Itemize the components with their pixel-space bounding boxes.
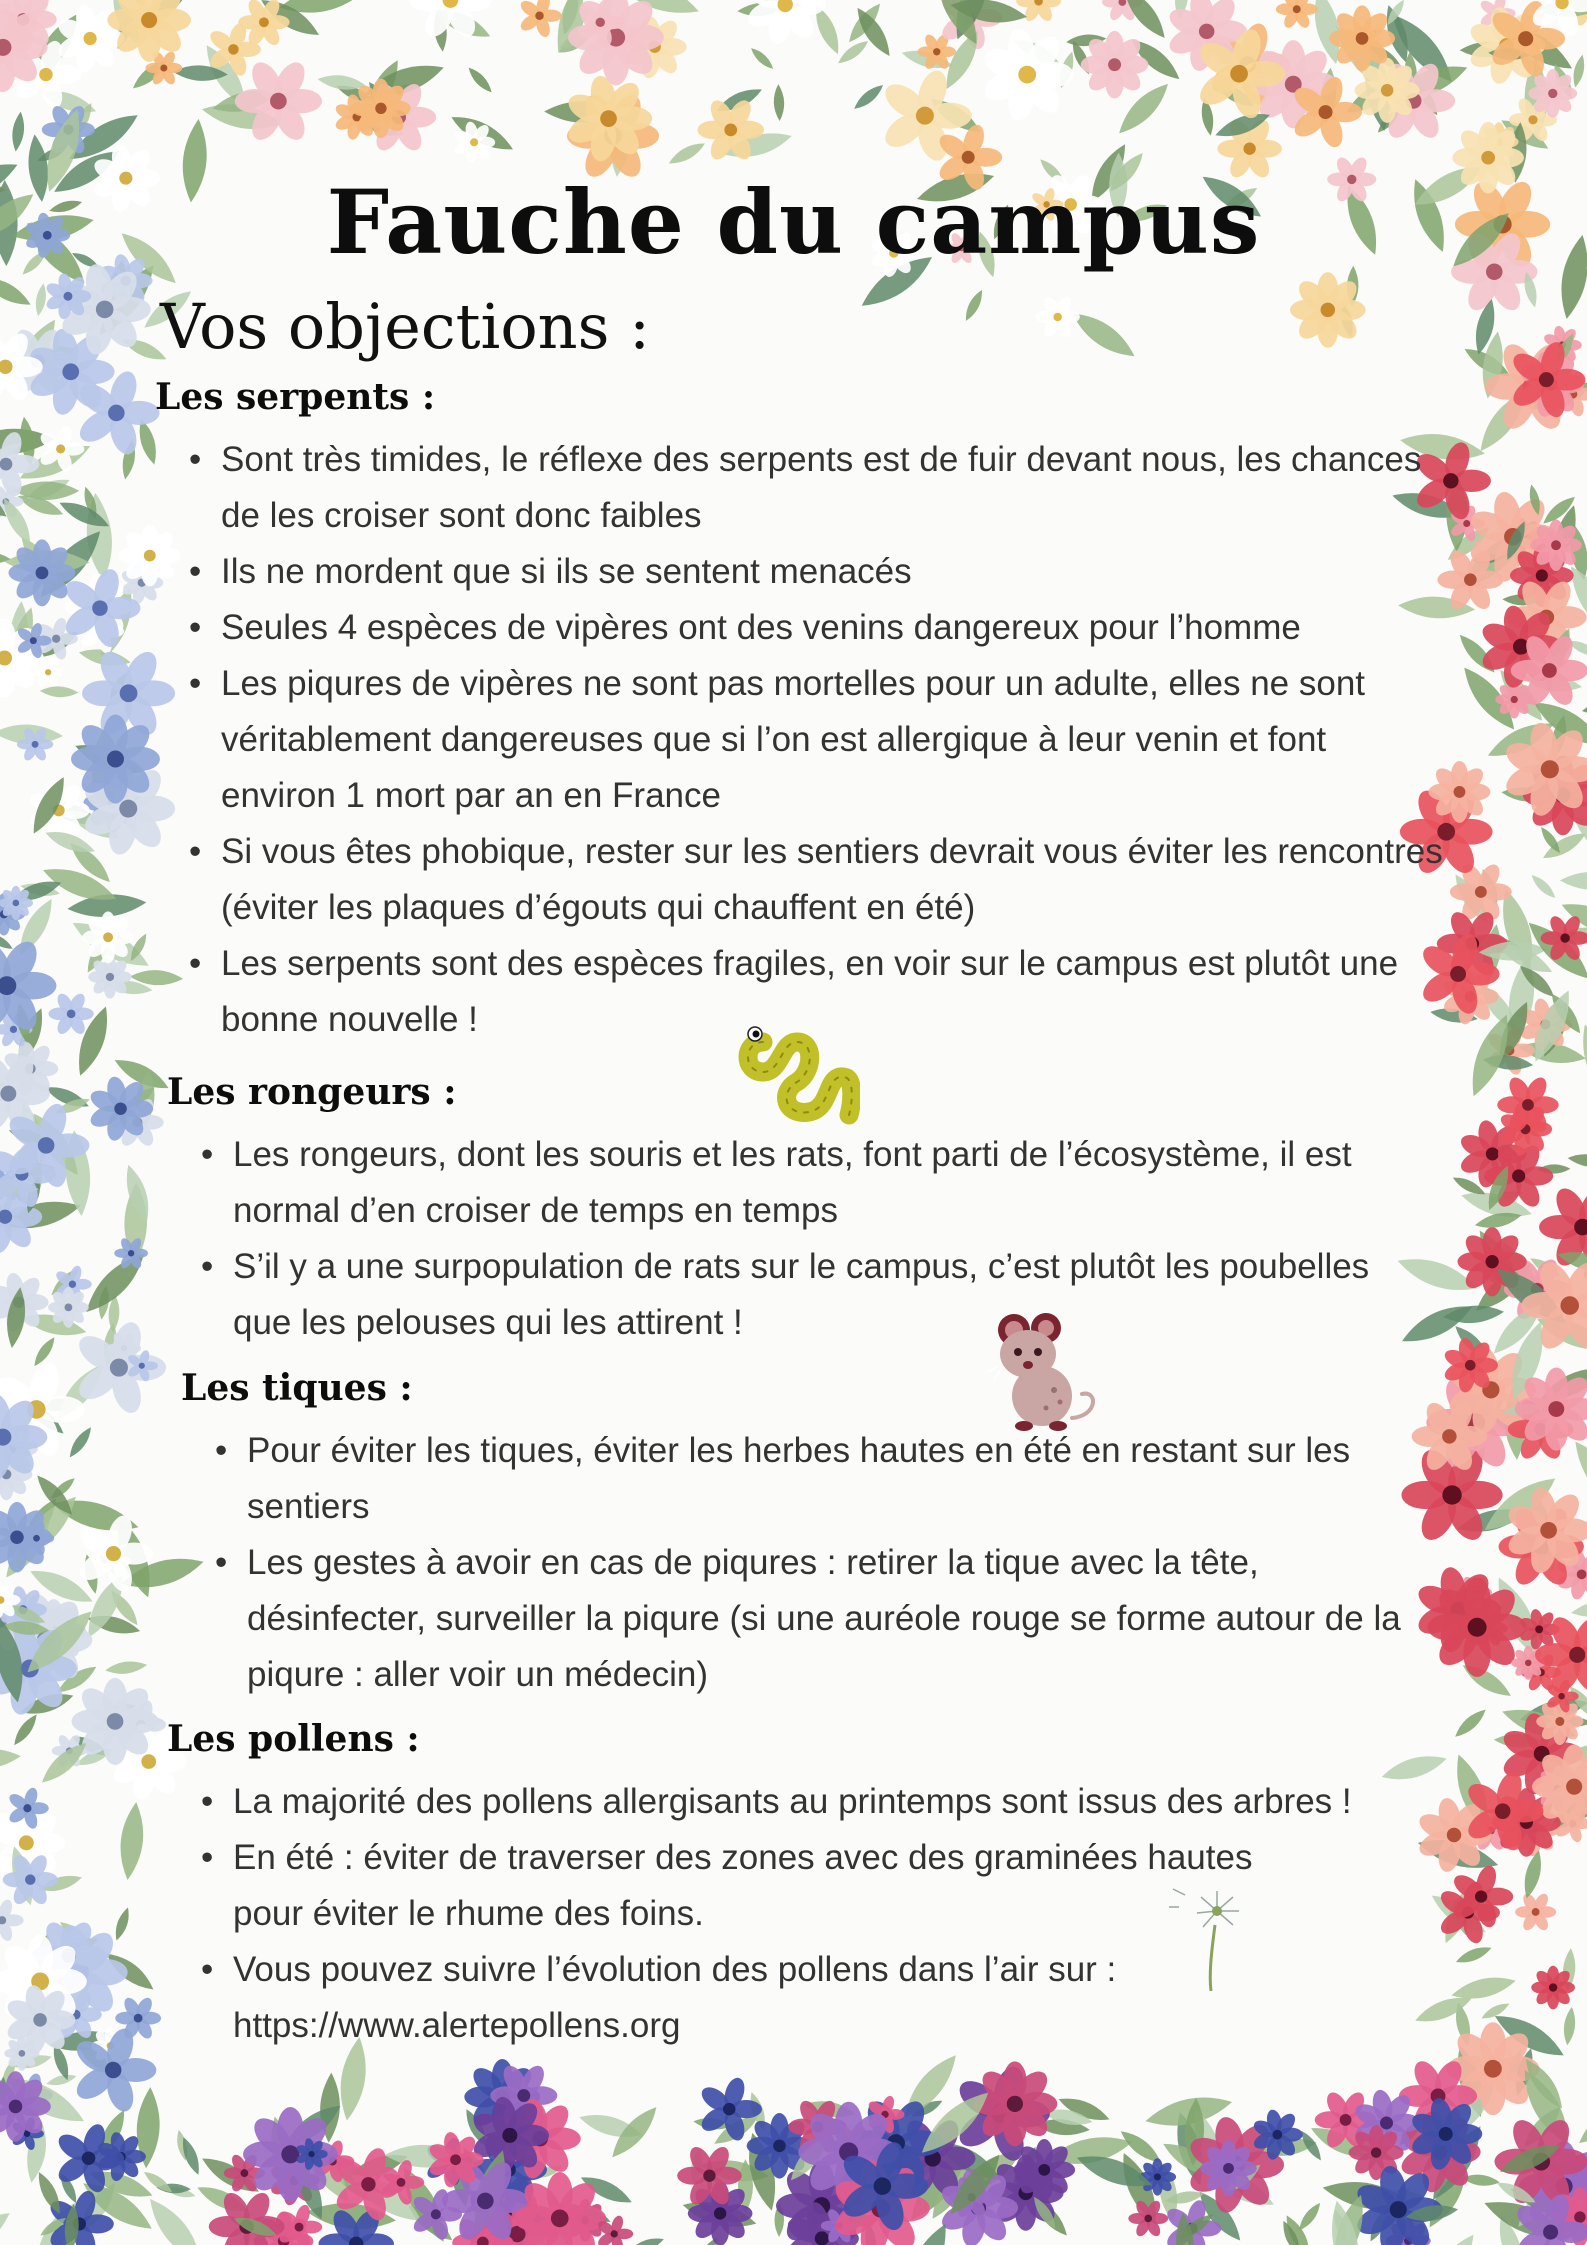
list-item: • S’il y a une surpopulation de rats sur le campus, c’est plutôt les poubelles que les pelouses qui les attirent ! <box>167 1239 1437 1351</box>
list-item: • Pour éviter les tiques, éviter les herbes hautes en été en restant sur les sentiers <box>181 1423 1441 1535</box>
section-heading: Les pollens : <box>167 1718 420 1760</box>
list-item: • Les serpents sont des espèces fragiles, en voir sur le campus est plutôt une bonne nouvelle ! <box>155 936 1445 1048</box>
section-serpents <box>155 376 1445 1048</box>
list-item: • Si vous êtes phobique, rester sur les sentiers devrait vous éviter les rencontres (éviter les plaques d’égouts qui chauffent en été) <box>155 824 1445 936</box>
list-item: • Seules 4 espèces de vipères ont des venins dangereux pour l’homme <box>155 600 1445 656</box>
section-pollens <box>167 1718 1437 2054</box>
page-title: Fauche du campus <box>326 170 1261 274</box>
section-tiques <box>181 1367 1441 1703</box>
section-heading: Les serpents : <box>155 376 436 418</box>
list-item: • Ils ne mordent que si ils se sentent menacés <box>155 544 1445 600</box>
section-heading: Les tiques : <box>181 1367 413 1409</box>
list-item: • En été : éviter de traverser des zones avec des graminées hautes pour éviter le rhume des foins. <box>167 1830 1437 1942</box>
snake-icon <box>735 1020 860 1125</box>
list-item: • Les rongeurs, dont les souris et les rats, font parti de l’écosystème, il est normal d’en croiser de temps en temps <box>167 1127 1437 1239</box>
section-heading: Les rongeurs : <box>167 1071 457 1113</box>
mouse-icon <box>980 1310 1105 1435</box>
list-item: • Les gestes à avoir en cas de piqures : retirer la tique avec la tête, désinfecter, surveiller la piqure (si une auréole rouge se forme autour de la piqure : aller voir un médecin) <box>181 1535 1441 1703</box>
list-item: • Vous pouvez suivre l’évolution des pollens dans l’air sur : https://www.alertepollens.org <box>167 1942 1437 2054</box>
list-item: • La majorité des pollens allergisants au printemps sont issus des arbres ! <box>167 1774 1437 1830</box>
list-item: • Sont très timides, le réflexe des serpents est de fuir devant nous, les chances de les croiser sont donc faibles <box>155 432 1445 544</box>
list-item: • Les piqures de vipères ne sont pas mortelles pour un adulte, elles ne sont véritablement dangereuses que si l’on est allergique à leur venin et font environ 1 mort par an en France <box>155 656 1445 824</box>
dandelion-icon <box>1165 1885 1245 1995</box>
page-subtitle: Vos objections : <box>160 290 651 363</box>
